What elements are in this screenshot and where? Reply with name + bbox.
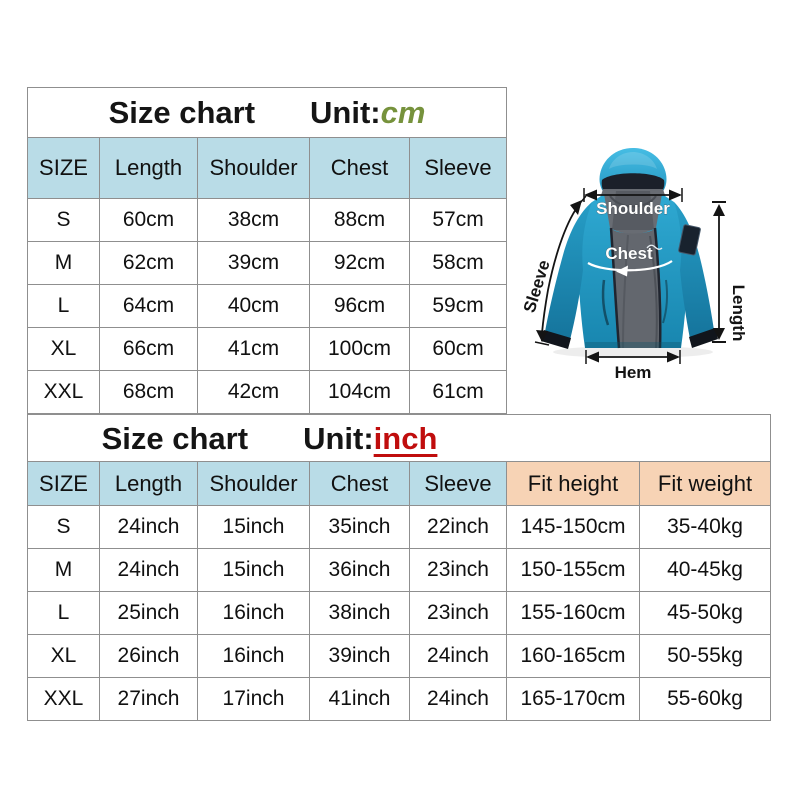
data-cell: 61cm	[410, 371, 507, 414]
data-cell: 60cm	[100, 199, 198, 242]
data-cell: 26inch	[100, 635, 198, 678]
table-row	[28, 242, 507, 285]
data-cell: 24inch	[100, 506, 198, 549]
cm-title-row	[28, 88, 507, 138]
data-cell: 17inch	[198, 678, 310, 721]
inch-unit-label: Unit:	[303, 420, 374, 456]
data-cell: M	[28, 242, 100, 285]
inch-unit-value: inch	[373, 420, 438, 456]
inch-title-text: Size chart	[101, 420, 249, 456]
data-cell: 39cm	[198, 242, 310, 285]
header-cell: Shoulder	[198, 138, 310, 199]
data-cell: 41cm	[198, 328, 310, 371]
data-cell: 39inch	[310, 635, 410, 678]
cm-unit-label: Unit:	[310, 95, 381, 130]
data-cell: XXL	[28, 371, 100, 414]
data-cell: 38cm	[198, 199, 310, 242]
data-cell: 23inch	[410, 592, 507, 635]
size-chart-cm-table	[27, 87, 507, 414]
header-cell: SIZE	[28, 462, 100, 506]
data-cell: 66cm	[100, 328, 198, 371]
data-cell: 36inch	[310, 549, 410, 592]
data-cell: 58cm	[410, 242, 507, 285]
header-cell: Sleeve	[410, 462, 507, 506]
header-cell: Length	[100, 462, 198, 506]
data-cell: 60cm	[410, 328, 507, 371]
sleeve-label: Sleeve	[519, 257, 554, 315]
table-row	[28, 635, 771, 678]
data-cell: XXL	[28, 678, 100, 721]
data-cell: XL	[28, 328, 100, 371]
data-cell: 104cm	[310, 371, 410, 414]
cm-title-cell	[28, 88, 507, 138]
data-cell: 55-60kg	[640, 678, 771, 721]
table-row	[28, 285, 507, 328]
data-cell: 155-160cm	[507, 592, 640, 635]
header-cell: Length	[100, 138, 198, 199]
cm-unit	[310, 97, 425, 128]
data-cell: 64cm	[100, 285, 198, 328]
data-cell: 40-45kg	[640, 549, 771, 592]
length-label: Length	[729, 284, 748, 342]
data-cell: 45-50kg	[640, 592, 771, 635]
length-arrow	[712, 202, 726, 342]
inch-title	[28, 420, 511, 456]
table-row	[28, 506, 771, 549]
data-cell: 25inch	[100, 592, 198, 635]
data-cell: XL	[28, 635, 100, 678]
header-cell: Chest	[310, 462, 410, 506]
table-row	[28, 328, 507, 371]
data-cell: 35-40kg	[640, 506, 771, 549]
data-cell: 27inch	[100, 678, 198, 721]
chest-label: Chest	[605, 244, 653, 263]
data-cell: 57cm	[410, 199, 507, 242]
inch-unit	[303, 420, 438, 456]
jacket-hem-band	[585, 342, 681, 348]
inch-title-cell	[28, 415, 771, 462]
data-cell: S	[28, 199, 100, 242]
data-cell: 62cm	[100, 242, 198, 285]
data-cell: 16inch	[198, 635, 310, 678]
data-cell: 41inch	[310, 678, 410, 721]
table-row	[28, 592, 771, 635]
data-cell: 165-170cm	[507, 678, 640, 721]
data-cell: 50-55kg	[640, 635, 771, 678]
data-cell: 42cm	[198, 371, 310, 414]
table-row	[28, 678, 771, 721]
cm-unit-value: cm	[380, 95, 426, 130]
data-cell: 24inch	[100, 549, 198, 592]
data-cell: 15inch	[198, 506, 310, 549]
data-cell: 88cm	[310, 199, 410, 242]
cm-title	[28, 97, 506, 128]
data-cell: L	[28, 592, 100, 635]
header-cell: Shoulder	[198, 462, 310, 506]
data-cell: 145-150cm	[507, 506, 640, 549]
data-cell: 68cm	[100, 371, 198, 414]
data-cell: 24inch	[410, 678, 507, 721]
data-cell: S	[28, 506, 100, 549]
data-cell: 92cm	[310, 242, 410, 285]
data-cell: 22inch	[410, 506, 507, 549]
data-cell: 100cm	[310, 328, 410, 371]
header-cell: Chest	[310, 138, 410, 199]
data-cell: 59cm	[410, 285, 507, 328]
inch-header-row	[28, 462, 771, 506]
size-chart-inch-table	[27, 414, 771, 721]
data-cell: 160-165cm	[507, 635, 640, 678]
header-cell: SIZE	[28, 138, 100, 199]
inch-title-row	[28, 415, 771, 462]
header-cell: Fit height	[507, 462, 640, 506]
data-cell: 150-155cm	[507, 549, 640, 592]
header-cell: Fit weight	[640, 462, 771, 506]
data-cell: 40cm	[198, 285, 310, 328]
table-row	[28, 549, 771, 592]
shoulder-label: Shoulder	[596, 199, 670, 218]
table-row	[28, 199, 507, 242]
data-cell: 15inch	[198, 549, 310, 592]
data-cell: 38inch	[310, 592, 410, 635]
table-row	[28, 371, 507, 414]
header-cell: Sleeve	[410, 138, 507, 199]
cm-header-row	[28, 138, 507, 199]
data-cell: 24inch	[410, 635, 507, 678]
data-cell: 23inch	[410, 549, 507, 592]
data-cell: 16inch	[198, 592, 310, 635]
jacket-measurement-diagram	[500, 130, 800, 415]
data-cell: L	[28, 285, 100, 328]
data-cell: M	[28, 549, 100, 592]
data-cell: 96cm	[310, 285, 410, 328]
data-cell: 35inch	[310, 506, 410, 549]
hem-label: Hem	[614, 363, 652, 382]
cm-title-text: Size chart	[108, 95, 256, 130]
